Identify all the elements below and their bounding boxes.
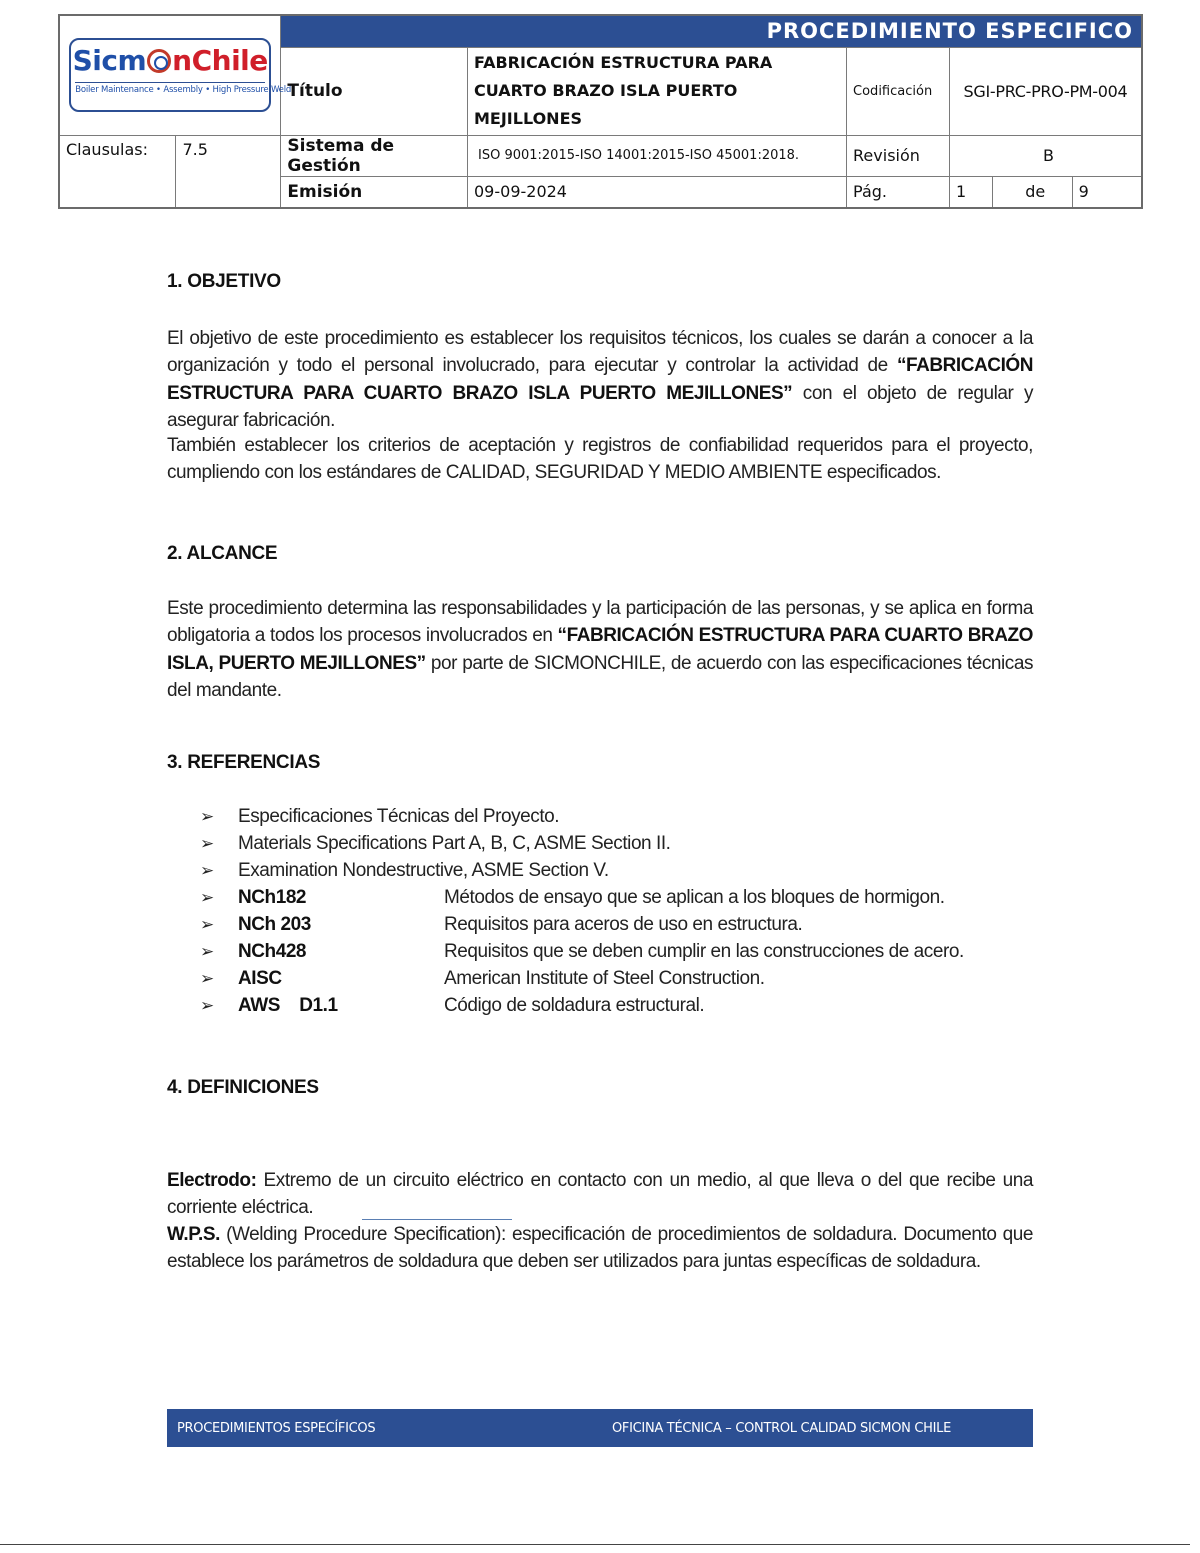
arrow-bullet-icon: ➢ <box>200 888 214 907</box>
list-item <box>200 965 1040 992</box>
section-title-referencias: 3. REFERENCIAS <box>167 752 321 773</box>
referencia-code: AISC <box>238 968 282 989</box>
arrow-bullet-icon: ➢ <box>200 861 214 880</box>
titulo-label: Título <box>281 47 468 135</box>
objetivo-paragraph-2: También establecer los criterios de aceptación y registros de confiabilidad requeridos para el proyecto, cumpliendo con los estándares de CALIDAD, SEGURIDAD Y MEDIO AMBIENTE especificados. <box>167 435 1033 484</box>
referencia-desc: Requisitos que se deben cumplir en las construcciones de acero. <box>444 941 964 962</box>
footer-left-text: PROCEDIMIENTOS ESPECÍFICOS <box>177 1420 376 1436</box>
list-item <box>200 992 1040 1019</box>
clausulas-value: 7.5 <box>176 135 281 208</box>
clausulas-label: Clausulas: <box>59 135 176 208</box>
arrow-bullet-icon: ➢ <box>200 996 214 1015</box>
referencia-desc: Código de soldadura estructural. <box>444 995 705 1016</box>
logo-cell <box>59 15 292 135</box>
referencia-code: NCh428 <box>238 941 307 962</box>
emision-label: Emisión <box>281 176 468 208</box>
company-logo <box>69 38 292 112</box>
page-bottom-rule <box>0 1544 1190 1545</box>
logo-tagline: Boiler Maintenance • Assembly • High Pressure Weld <box>75 82 265 97</box>
referencia-desc: Especificaciones Técnicas del Proyecto. <box>238 806 560 827</box>
definicion-wps: W.P.S. (Welding Procedure Specification): especificación de procedimientos de soldadura. Documento que establece los parámetros de soldadura que deben ser utilizados para juntas específicas de soldadura. <box>167 1224 1033 1273</box>
referencia-desc: Métodos de ensayo que se aplican a los bloques de hormigon. <box>444 887 945 908</box>
referencia-code: AWS D1.1 <box>238 995 338 1016</box>
referencia-desc: Materials Specifications Part A, B, C, ASME Section II. <box>238 833 671 854</box>
arrow-bullet-icon: ➢ <box>200 942 214 961</box>
revision-value: B <box>949 135 1142 176</box>
list-item <box>200 830 1040 857</box>
list-item <box>200 938 1040 965</box>
referencias-list <box>200 803 1040 1019</box>
section-title-definiciones: 4. DEFINICIONES <box>167 1077 319 1098</box>
emision-value: 09-09-2024 <box>468 176 847 208</box>
arrow-bullet-icon: ➢ <box>200 915 214 934</box>
section-title-alcance: 2. ALCANCE <box>167 543 278 564</box>
referencia-code: NCh 203 <box>238 914 311 935</box>
referencia-desc: Examination Nondestructive, ASME Section V. <box>238 860 609 881</box>
referencia-code: NCh182 <box>238 887 307 908</box>
list-item <box>200 857 1040 884</box>
arrow-bullet-icon: ➢ <box>200 807 214 826</box>
codificacion-value: SGI-PRC-PRO-PM-004 <box>949 47 1142 135</box>
page-footer <box>167 1409 1033 1447</box>
logo-gear-icon <box>147 49 171 73</box>
pagina-label: Pág. <box>847 176 950 208</box>
titulo-value: FABRICACIÓN ESTRUCTURA PARA CUARTO BRAZO ISLA PUERTO MEJILLONES <box>468 47 847 135</box>
pagina-actual: 1 <box>949 176 992 208</box>
list-item <box>200 803 1040 830</box>
list-item <box>200 911 1040 938</box>
referencia-desc: American Institute of Steel Construction. <box>444 968 765 989</box>
footer-right-text: OFICINA TÉCNICA – CONTROL CALIDAD SICMON CHILE <box>612 1420 952 1436</box>
document-type-banner: PROCEDIMIENTO ESPECIFICO <box>281 15 1142 47</box>
pagina-total: 9 <box>1072 176 1142 208</box>
objetivo-paragraph-1: El objetivo de este procedimiento es establecer los requisitos técnicos, los cuales se darán a conocer a la organización y todo el personal involucrado, para ejecutar y controlar la actividad de “FABRICACIÓN ESTRUCTURA PARA CUARTO BRAZO ISLA PUERTO MEJILLONES” con el objeto de regular y asegurar fabricación. <box>167 328 1033 431</box>
codificacion-label: Codificación <box>847 47 950 135</box>
logo-wordmark: Sicm nChile <box>72 44 268 78</box>
alcance-paragraph: Este procedimiento determina las responsabilidades y la participación de las personas, y se aplica en forma obligatoria a todos los procesos involucrados en “FABRICACIÓN ESTRUCTURA PARA CUARTO BRAZO ISLA, PUERTO MEJILLONES” por parte de SICMONCHILE, de acuerdo con las especificaciones técnicas del mandante. <box>167 598 1033 701</box>
document-header-table <box>58 14 1143 209</box>
sistema-value: ISO 9001:2015-ISO 14001:2015-ISO 45001:2018. <box>468 135 847 176</box>
arrow-bullet-icon: ➢ <box>200 969 214 988</box>
sistema-label: Sistema de Gestión <box>281 135 468 176</box>
list-item <box>200 884 1040 911</box>
revision-underline-mark <box>362 1219 512 1220</box>
section-title-objetivo: 1. OBJETIVO <box>167 271 281 292</box>
definicion-electrodo: Electrodo: Extremo de un circuito eléctrico en contacto con un medio, al que lleva o del que recibe una corriente eléctrica. <box>167 1170 1033 1219</box>
revision-label: Revisión <box>847 135 950 176</box>
pagina-de: de <box>992 176 1072 208</box>
arrow-bullet-icon: ➢ <box>200 834 214 853</box>
referencia-desc: Requisitos para aceros de uso en estructura. <box>444 914 803 935</box>
